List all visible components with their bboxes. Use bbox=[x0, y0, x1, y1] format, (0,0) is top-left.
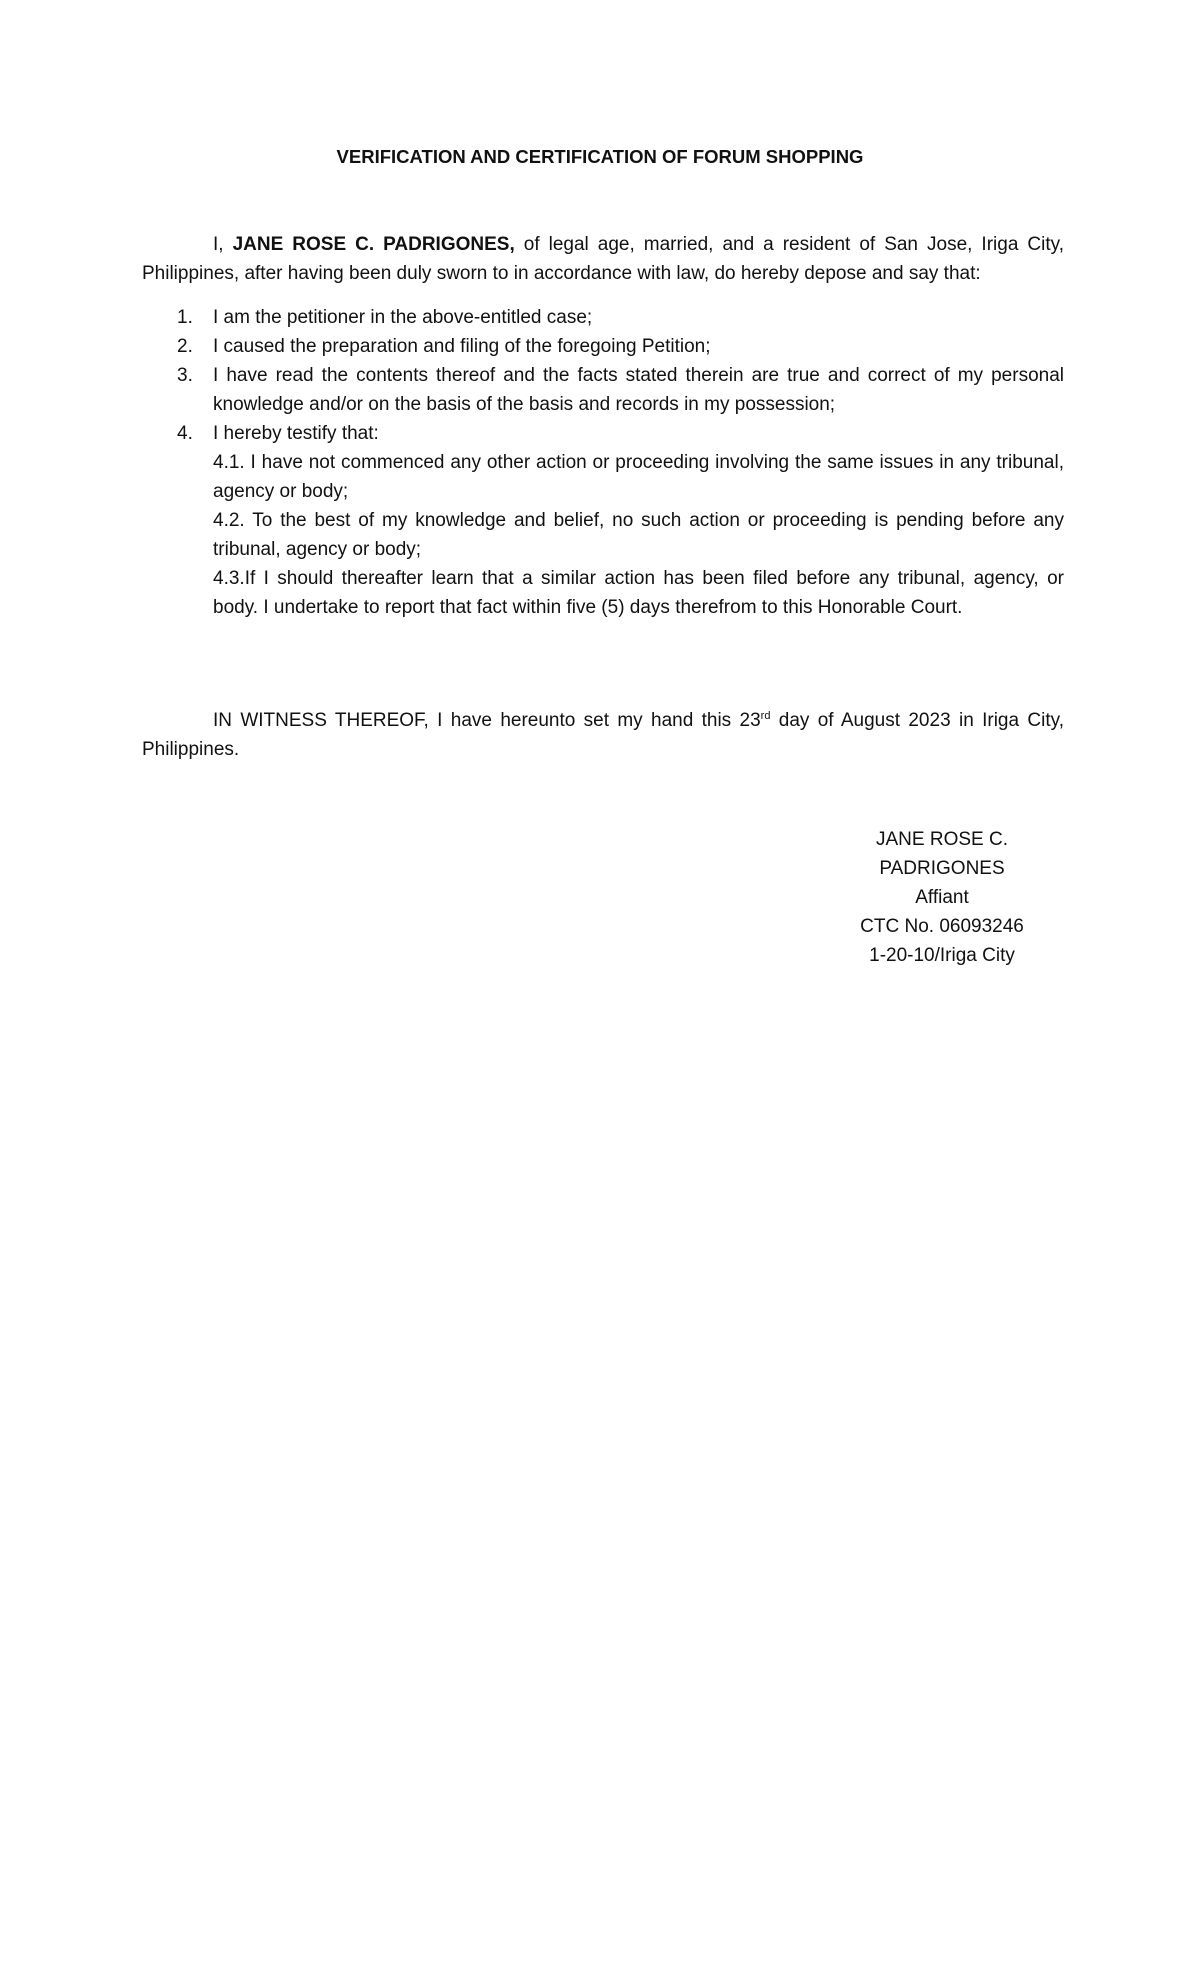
signature-block bbox=[820, 825, 1064, 970]
document-title: VERIFICATION AND CERTIFICATION OF FORUM SHOPPING bbox=[336, 146, 864, 167]
list-number: 3. bbox=[177, 365, 193, 386]
list-text: I hereby testify that: bbox=[213, 423, 379, 444]
deposition-list bbox=[177, 303, 1064, 622]
list-number: 2. bbox=[177, 336, 193, 357]
ordinal-suffix: rd bbox=[760, 710, 771, 722]
sub-item: 4.2. To the best of my knowledge and belief, no such action or proceeding is pending before any tribunal, agency or body; bbox=[213, 510, 1064, 560]
list-text: I am the petitioner in the above-entitled case; bbox=[213, 307, 593, 328]
intro-text: of legal age, married, and a resident of San Jose, Iriga City, Philippines, after having been duly sworn to in accordance with law, do hereby depose and say that: bbox=[142, 234, 1064, 284]
signatory-name: JANE ROSE C. PADRIGONES bbox=[876, 829, 1008, 879]
list-item bbox=[177, 419, 1064, 622]
intro-paragraph bbox=[142, 230, 1064, 288]
sub-item: 4.1. I have not commenced any other action or proceeding involving the same issues in any tribunal, agency or body; bbox=[213, 452, 1064, 502]
list-item bbox=[177, 361, 1064, 419]
affiant-name: JANE ROSE C. PADRIGONES, bbox=[232, 234, 515, 255]
witness-text-after: day of August 2023 in Iriga City, Philippines. bbox=[142, 710, 1064, 760]
witness-paragraph bbox=[142, 706, 1064, 764]
list-item bbox=[177, 303, 1064, 332]
signatory-role: Affiant bbox=[915, 887, 969, 908]
list-number: 4. bbox=[177, 423, 193, 444]
ctc-number: CTC No. 06093246 bbox=[860, 916, 1024, 937]
list-text: I have read the contents thereof and the facts stated therein are true and correct of my personal knowledge and/or on the basis of the basis and records in my possession; bbox=[213, 365, 1064, 415]
ctc-issued: 1-20-10/Iriga City bbox=[869, 945, 1015, 966]
sub-item: 4.3.If I should thereafter learn that a similar action has been filed before any tribunal, agency, or body. I undertake to report that fact within five (5) days therefrom to this Honorable Court. bbox=[213, 568, 1064, 618]
list-text: I caused the preparation and filing of the foregoing Petition; bbox=[213, 336, 711, 357]
witness-text-before: IN WITNESS THEREOF, I have hereunto set my hand this 23 bbox=[213, 710, 761, 731]
intro-prefix: I, bbox=[213, 234, 233, 255]
list-number: 1. bbox=[177, 307, 193, 328]
list-item bbox=[177, 332, 1064, 361]
